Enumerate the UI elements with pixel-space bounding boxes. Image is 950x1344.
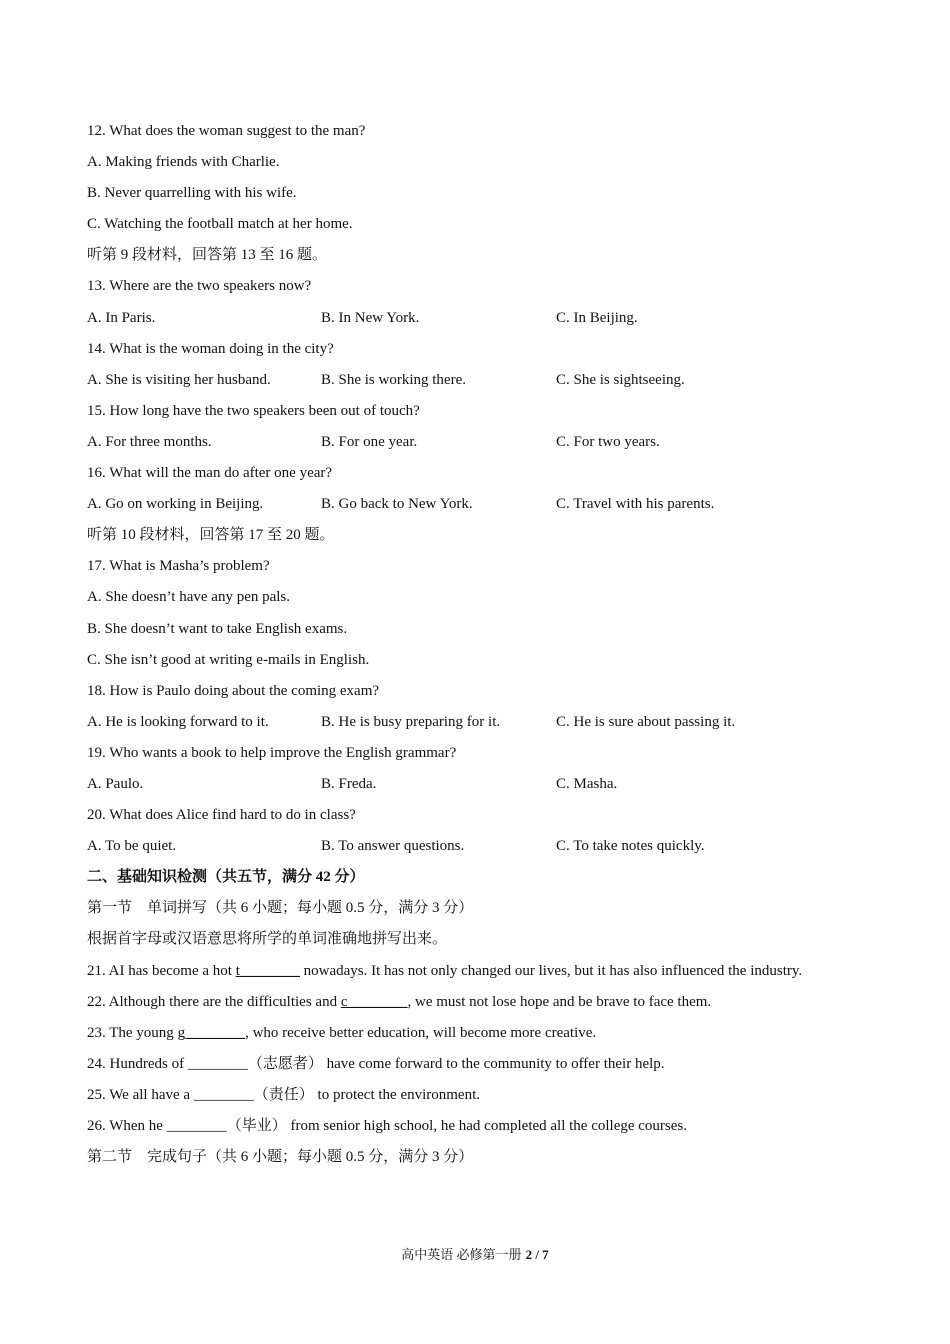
question-14-options bbox=[87, 365, 864, 396]
question-21-prefix: 21. AI has become a hot bbox=[87, 962, 236, 979]
page-footer bbox=[0, 1246, 950, 1264]
question-13-option-c: C. In Beijing. bbox=[556, 309, 638, 326]
question-26: 26. When he ________（毕业） from senior high school, he had completed all the college courses. bbox=[87, 1118, 688, 1134]
question-20-option-a: A. To be quiet. bbox=[87, 838, 177, 855]
question-16-stem: 16. What will the man do after one year? bbox=[87, 465, 333, 482]
question-22-blank: c________ bbox=[340, 993, 408, 1010]
question-14-option-b: B. She is working there. bbox=[321, 371, 466, 388]
question-14-stem: 14. What is the woman doing in the city? bbox=[87, 340, 334, 357]
question-19-option-c: C. Masha. bbox=[556, 775, 618, 792]
section-1-instruction: 根据首字母或汉语意思将所学的单词准确地拼写出来。 bbox=[87, 931, 448, 948]
question-16-option-b: B. Go back to New York. bbox=[321, 496, 473, 513]
section-2-heading: 第二节 完成句子（共 6 小题；每小题 0.5 分，满分 3 分） bbox=[87, 1149, 474, 1166]
question-22-prefix: 22. Although there are the difficulties and bbox=[87, 993, 341, 1010]
question-20-option-c: C. To take notes quickly. bbox=[556, 838, 705, 855]
question-19-stem: 19. Who wants a book to help improve the English grammar? bbox=[87, 744, 457, 761]
question-17-stem: 17. What is Masha’s problem? bbox=[87, 558, 270, 575]
question-20-stem: 20. What does Alice find hard to do in class? bbox=[87, 807, 356, 824]
question-23 bbox=[87, 1018, 864, 1049]
question-22-suffix: , we must not lose hope and be brave to face them. bbox=[407, 993, 712, 1010]
question-12-option-c: C. Watching the football match at her home. bbox=[87, 216, 353, 233]
section-9-instruction: 听第 9 段材料，回答第 13 至 16 题。 bbox=[87, 247, 328, 264]
question-24: 24. Hundreds of ________（志愿者） have come forward to the community to offer their help. bbox=[87, 1055, 665, 1072]
question-25: 25. We all have a ________（责任） to protect the environment. bbox=[87, 1086, 481, 1103]
question-14-option-c: C. She is sightseeing. bbox=[556, 371, 685, 388]
question-18-option-b: B. He is busy preparing for it. bbox=[321, 713, 501, 730]
question-16-option-a: A. Go on working in Beijing. bbox=[87, 496, 264, 513]
question-20-option-b: B. To answer questions. bbox=[321, 838, 465, 855]
footer-title: 高中英语 必修第一册 bbox=[401, 1247, 522, 1262]
question-18-stem: 18. How is Paulo doing about the coming exam? bbox=[87, 682, 380, 699]
question-21 bbox=[87, 956, 864, 987]
question-12-stem: 12. What does the woman suggest to the man? bbox=[87, 123, 366, 139]
question-13-options bbox=[87, 303, 864, 334]
part-2-heading: 二、基础知识检测（共五节，满分 42 分） bbox=[87, 869, 365, 886]
question-21-suffix: nowadays. It has not only changed our lives, but it has also influenced the industry. bbox=[299, 962, 803, 979]
question-15-stem: 15. How long have the two speakers been out of touch? bbox=[87, 402, 420, 419]
question-23-blank: g________ bbox=[177, 1024, 246, 1041]
question-13-option-a: A. In Paris. bbox=[87, 309, 156, 326]
question-14-option-a: A. She is visiting her husband. bbox=[87, 371, 271, 388]
question-21-blank: t________ bbox=[235, 962, 300, 979]
question-16-options bbox=[87, 489, 864, 520]
question-15-option-b: B. For one year. bbox=[321, 433, 418, 450]
question-13-option-b: B. In New York. bbox=[321, 309, 420, 326]
section-10-instruction: 听第 10 段材料，回答第 17 至 20 题。 bbox=[87, 527, 335, 544]
question-15-option-a: A. For three months. bbox=[87, 433, 212, 450]
question-15-options bbox=[87, 427, 864, 458]
question-17-option-a: A. She doesn’t have any pen pals. bbox=[87, 589, 291, 606]
section-1-heading: 第一节 单词拼写（共 6 小题；每小题 0.5 分，满分 3 分） bbox=[87, 900, 474, 917]
question-12-option-a: A. Making friends with Charlie. bbox=[87, 154, 280, 171]
question-19-option-b: B. Freda. bbox=[321, 775, 377, 792]
question-20-options bbox=[87, 831, 864, 862]
question-19-option-a: A. Paulo. bbox=[87, 775, 144, 792]
question-13-stem: 13. Where are the two speakers now? bbox=[87, 278, 312, 295]
question-23-suffix: , who receive better education, will become more creative. bbox=[245, 1024, 597, 1041]
question-18-option-c: C. He is sure about passing it. bbox=[556, 713, 736, 730]
exam-page bbox=[87, 116, 864, 1173]
question-19-options bbox=[87, 769, 864, 800]
question-18-option-a: A. He is looking forward to it. bbox=[87, 713, 269, 730]
question-22 bbox=[87, 987, 864, 1018]
question-17-option-c: C. She isn’t good at writing e-mails in English. bbox=[87, 651, 370, 668]
question-23-prefix: 23. The young bbox=[87, 1024, 178, 1041]
question-15-option-c: C. For two years. bbox=[556, 433, 660, 450]
question-12-option-b: B. Never quarrelling with his wife. bbox=[87, 185, 297, 202]
question-17-option-b: B. She doesn’t want to take English exams. bbox=[87, 620, 348, 637]
question-16-option-c: C. Travel with his parents. bbox=[556, 496, 715, 513]
page-number: 2 / 7 bbox=[525, 1247, 549, 1262]
question-18-options bbox=[87, 707, 864, 738]
